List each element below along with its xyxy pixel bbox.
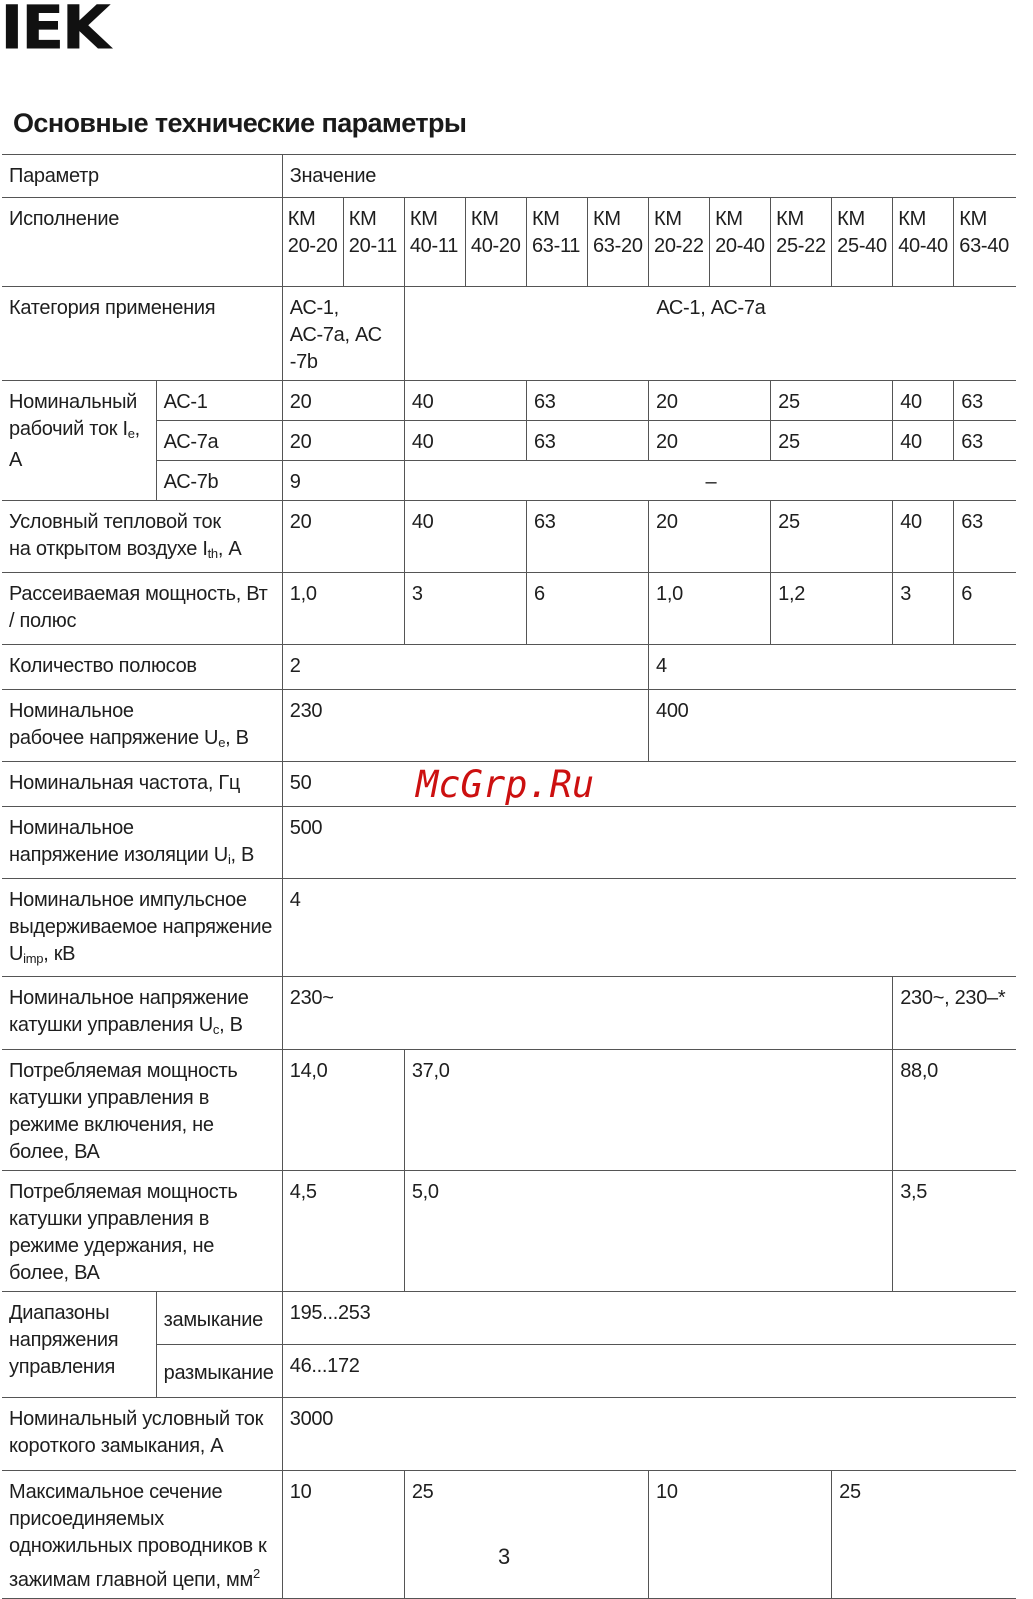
value-cell: 20 xyxy=(282,501,404,573)
value-cell: 25 xyxy=(404,1471,648,1599)
iek-logo: IEK xyxy=(0,0,109,64)
table-row-coil-inrush xyxy=(2,1050,1016,1171)
value-cell: 230~ xyxy=(282,977,892,1050)
value-cell: 195...253 xyxy=(282,1292,1016,1345)
page-number: 3 xyxy=(498,1544,511,1569)
frequency-label: Номинальная частота, Гц xyxy=(2,762,282,807)
category-label: Категория применения xyxy=(2,287,282,381)
value-cell: 4,5 xyxy=(282,1171,404,1292)
control-range-mode: размыкание xyxy=(156,1345,282,1398)
model-cell: КМ 63-20 xyxy=(587,198,648,287)
table-row-coil-hold xyxy=(2,1171,1016,1292)
model-cell: КМ 25-40 xyxy=(832,198,893,287)
value-cell: 20 xyxy=(649,381,771,421)
value-cell: 500 xyxy=(282,807,1016,879)
coil-hold-label: Потребляемая мощность катушки управления в режиме удержания, не более, ВА xyxy=(2,1171,282,1292)
model-cell: КМ 63-40 xyxy=(954,198,1016,287)
category-first: АС-1, АС-7а, АС -7b xyxy=(282,287,404,381)
rated-current-category: АС-1 xyxy=(156,381,282,421)
model-cell: КМ 40-40 xyxy=(893,198,954,287)
value-cell: 1,2 xyxy=(771,573,893,645)
value-cell: 1,0 xyxy=(282,573,404,645)
control-range-mode: замыкание xyxy=(156,1292,282,1345)
value-cell: 46...172 xyxy=(282,1345,1016,1398)
model-cell: КМ 20-40 xyxy=(710,198,771,287)
value-cell: 10 xyxy=(282,1471,404,1599)
insulation-label: Номинальное напряжение изоляции $U_i$, В xyxy=(2,807,282,879)
value-cell: 25 xyxy=(771,501,893,573)
value-cell: 9 xyxy=(282,461,404,501)
cross-section-label: Максимальное сечение присоединяемых одножильных проводников к зажимам главной цепи, $мм^2$ xyxy=(2,1471,282,1599)
model-cell: КМ 20-11 xyxy=(343,198,404,287)
value-cell: 37,0 xyxy=(404,1050,892,1171)
parameters-table xyxy=(2,154,1016,1599)
value-cell: 40 xyxy=(404,501,526,573)
table-row-cross-section xyxy=(2,1471,1016,1599)
value-cell: 400 xyxy=(649,690,1016,762)
page-title: Основные технические параметры xyxy=(13,108,467,138)
value-cell: 230~, 230–* xyxy=(893,977,1016,1050)
value-cell: 40 xyxy=(893,421,954,461)
category-rest: АС-1, АС-7а xyxy=(404,287,1016,381)
model-cell: КМ 20-20 xyxy=(282,198,343,287)
value-cell: 2 xyxy=(282,645,648,690)
value-cell: 3 xyxy=(404,573,526,645)
header-value: Значение xyxy=(282,155,1016,198)
value-cell: 6 xyxy=(954,573,1016,645)
table-row-impulse xyxy=(2,879,1016,977)
voltage-label: Номинальное рабочее напряжение $U_e$, В xyxy=(2,690,282,762)
value-cell: 4 xyxy=(649,645,1016,690)
value-cell: 20 xyxy=(282,421,404,461)
value-cell: 40 xyxy=(893,381,954,421)
rated-current-category: АС-7а xyxy=(156,421,282,461)
header-param: Параметр xyxy=(2,155,282,198)
execution-label: Исполнение xyxy=(2,198,282,287)
table-row-execution xyxy=(2,198,1016,287)
table-row-short-circuit xyxy=(2,1398,1016,1471)
value-cell: 25 xyxy=(832,1471,1016,1599)
table-row-poles xyxy=(2,645,1016,690)
table-header-row xyxy=(2,155,1016,198)
value-cell: 63 xyxy=(526,501,648,573)
control-range-label: Диапазоны напряжения управления xyxy=(2,1292,156,1398)
table-row-voltage xyxy=(2,690,1016,762)
rated-current-category: АС-7b xyxy=(156,461,282,501)
value-cell: 3,5 xyxy=(893,1171,1016,1292)
thermal-label: Условный тепловой ток на открытом воздухе $I_{th}$, А xyxy=(2,501,282,573)
value-cell: 5,0 xyxy=(404,1171,892,1292)
value-cell: 25 xyxy=(771,421,893,461)
model-cell: КМ 20-22 xyxy=(649,198,710,287)
value-cell: 50 xyxy=(282,762,1016,807)
value-cell: 63 xyxy=(526,381,648,421)
coil-inrush-label: Потребляемая мощность катушки управления в режиме включения, не более, ВА xyxy=(2,1050,282,1171)
value-cell: 10 xyxy=(649,1471,832,1599)
value-cell: 3 xyxy=(893,573,954,645)
model-cell: КМ 25-22 xyxy=(771,198,832,287)
model-cell: КМ 40-20 xyxy=(465,198,526,287)
value-cell: 3000 xyxy=(282,1398,1016,1471)
value-cell: 14,0 xyxy=(282,1050,404,1171)
table-row-category xyxy=(2,287,1016,381)
value-cell: 63 xyxy=(954,381,1016,421)
value-cell: 20 xyxy=(649,421,771,461)
value-cell: 40 xyxy=(893,501,954,573)
model-cell: КМ 40-11 xyxy=(404,198,465,287)
value-cell: 63 xyxy=(526,421,648,461)
value-cell: 1,0 xyxy=(649,573,771,645)
dissipation-label: Рассеиваемая мощность, Вт / полюс xyxy=(2,573,282,645)
table-row-rated-current xyxy=(2,381,1016,421)
value-cell: 25 xyxy=(771,381,893,421)
watermark: McGrp.Ru xyxy=(416,763,595,806)
table-row-insulation xyxy=(2,807,1016,879)
table-row-coil-voltage xyxy=(2,977,1016,1050)
table-row-dissipation xyxy=(2,573,1016,645)
value-cell: 6 xyxy=(526,573,648,645)
model-cell: КМ 63-11 xyxy=(526,198,587,287)
impulse-label: Номинальное импульсное выдерживаемое напряжение $U_{imp}$, кВ xyxy=(2,879,282,977)
short-circuit-label: Номинальный условный ток короткого замыкания, А xyxy=(2,1398,282,1471)
table-row-thermal xyxy=(2,501,1016,573)
value-cell: 230 xyxy=(282,690,648,762)
value-cell: 4 xyxy=(282,879,1016,977)
poles-label: Количество полюсов xyxy=(2,645,282,690)
value-cell: 20 xyxy=(282,381,404,421)
value-cell: 40 xyxy=(404,381,526,421)
value-cell: 63 xyxy=(954,501,1016,573)
table-row-control-range xyxy=(2,1292,1016,1345)
value-cell: 20 xyxy=(649,501,771,573)
rated-current-label: Номинальный рабочий ток $I_e$, А xyxy=(2,381,156,501)
value-cell: 40 xyxy=(404,421,526,461)
value-cell: 88,0 xyxy=(893,1050,1016,1171)
value-cell: 63 xyxy=(954,421,1016,461)
value-cell-dash: – xyxy=(404,461,1016,501)
coil-voltage-label: Номинальное напряжение катушки управления $U_c$, В xyxy=(2,977,282,1050)
